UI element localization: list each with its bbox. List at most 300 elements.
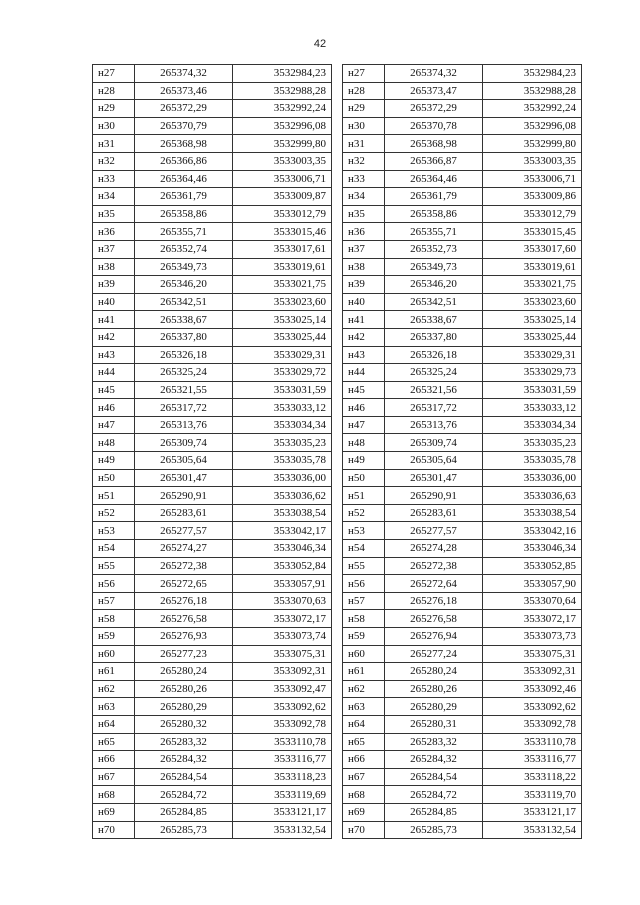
x-coordinate-cell: 265284,32: [385, 751, 483, 769]
x-coordinate-cell: 265280,26: [135, 680, 233, 698]
y-coordinate-cell: 3533116,77: [233, 751, 332, 769]
y-coordinate-cell: 3533031,59: [233, 381, 332, 399]
table-row: [343, 733, 582, 751]
table-row: [93, 258, 332, 276]
y-coordinate-cell: 3533017,61: [233, 240, 332, 258]
x-coordinate-cell: 265321,56: [385, 381, 483, 399]
point-id-cell: н44: [343, 364, 385, 382]
point-id-cell: н62: [343, 680, 385, 698]
point-id-cell: н29: [93, 100, 135, 118]
x-coordinate-cell: 265374,32: [135, 65, 233, 83]
y-coordinate-cell: 3533009,86: [483, 188, 582, 206]
point-id-cell: н54: [93, 540, 135, 558]
table-row: [343, 188, 582, 206]
table-row: [93, 469, 332, 487]
y-coordinate-cell: 3533070,64: [483, 592, 582, 610]
x-coordinate-cell: 265358,86: [135, 205, 233, 223]
x-coordinate-cell: 265352,73: [385, 240, 483, 258]
y-coordinate-cell: 3533003,35: [483, 152, 582, 170]
x-coordinate-cell: 265358,86: [385, 205, 483, 223]
x-coordinate-cell: 265368,98: [135, 135, 233, 153]
y-coordinate-cell: 3533121,17: [233, 803, 332, 821]
y-coordinate-cell: 3533029,31: [483, 346, 582, 364]
y-coordinate-cell: 3533119,69: [233, 786, 332, 804]
y-coordinate-cell: 3533092,47: [233, 680, 332, 698]
x-coordinate-cell: 265276,18: [385, 592, 483, 610]
x-coordinate-cell: 265290,91: [385, 487, 483, 505]
table-row: [343, 170, 582, 188]
y-coordinate-cell: 3533015,46: [233, 223, 332, 241]
table-row: [343, 504, 582, 522]
y-coordinate-cell: 3532984,23: [233, 65, 332, 83]
x-coordinate-cell: 265276,18: [135, 592, 233, 610]
table-row: [343, 575, 582, 593]
y-coordinate-cell: 3533019,61: [483, 258, 582, 276]
x-coordinate-cell: 265276,93: [135, 628, 233, 646]
x-coordinate-cell: 265370,78: [385, 117, 483, 135]
x-coordinate-cell: 265280,31: [385, 715, 483, 733]
point-id-cell: н40: [93, 293, 135, 311]
point-id-cell: н58: [343, 610, 385, 628]
table-row: [343, 328, 582, 346]
y-coordinate-cell: 3533025,44: [233, 328, 332, 346]
point-id-cell: н46: [343, 399, 385, 417]
y-coordinate-cell: 3533034,34: [483, 416, 582, 434]
point-id-cell: н57: [343, 592, 385, 610]
point-id-cell: н42: [93, 328, 135, 346]
y-coordinate-cell: 3533025,14: [233, 311, 332, 329]
y-coordinate-cell: 3533029,72: [233, 364, 332, 382]
point-id-cell: н68: [343, 786, 385, 804]
table-row: [93, 381, 332, 399]
x-coordinate-cell: 265366,87: [385, 152, 483, 170]
y-coordinate-cell: 3533092,62: [233, 698, 332, 716]
point-id-cell: н59: [343, 628, 385, 646]
table-row: [343, 610, 582, 628]
point-id-cell: н45: [343, 381, 385, 399]
y-coordinate-cell: 3533092,31: [483, 663, 582, 681]
point-id-cell: н38: [343, 258, 385, 276]
x-coordinate-cell: 265309,74: [135, 434, 233, 452]
point-id-cell: н69: [93, 803, 135, 821]
point-id-cell: н45: [93, 381, 135, 399]
point-id-cell: н37: [343, 240, 385, 258]
table-row: [93, 416, 332, 434]
x-coordinate-cell: 265276,58: [135, 610, 233, 628]
point-id-cell: н39: [343, 276, 385, 294]
table-row: [93, 610, 332, 628]
table-row: [343, 452, 582, 470]
point-id-cell: н41: [343, 311, 385, 329]
y-coordinate-cell: 3533046,34: [483, 540, 582, 558]
y-coordinate-cell: 3533012,79: [483, 205, 582, 223]
point-id-cell: н48: [343, 434, 385, 452]
table-row: [93, 663, 332, 681]
table-row: [93, 540, 332, 558]
y-coordinate-cell: 3533092,62: [483, 698, 582, 716]
point-id-cell: н70: [343, 821, 385, 839]
x-coordinate-cell: 265355,71: [385, 223, 483, 241]
table-row: [93, 557, 332, 575]
table-row: [343, 399, 582, 417]
x-coordinate-cell: 265280,29: [385, 698, 483, 716]
y-coordinate-cell: 3533110,78: [483, 733, 582, 751]
x-coordinate-cell: 265326,18: [135, 346, 233, 364]
point-id-cell: н50: [93, 469, 135, 487]
x-coordinate-cell: 265285,73: [385, 821, 483, 839]
table-row: [343, 381, 582, 399]
point-id-cell: н56: [343, 575, 385, 593]
x-coordinate-cell: 265346,20: [135, 276, 233, 294]
point-id-cell: н35: [93, 205, 135, 223]
x-coordinate-cell: 265276,58: [385, 610, 483, 628]
table-row: [93, 223, 332, 241]
x-coordinate-cell: 265321,55: [135, 381, 233, 399]
point-id-cell: н32: [343, 152, 385, 170]
point-id-cell: н58: [93, 610, 135, 628]
point-id-cell: н54: [343, 540, 385, 558]
table-row: [343, 416, 582, 434]
x-coordinate-cell: 265372,29: [385, 100, 483, 118]
x-coordinate-cell: 265342,51: [135, 293, 233, 311]
y-coordinate-cell: 3533036,00: [483, 469, 582, 487]
y-coordinate-cell: 3533019,61: [233, 258, 332, 276]
x-coordinate-cell: 265280,24: [385, 663, 483, 681]
point-id-cell: н32: [93, 152, 135, 170]
table-row: [93, 240, 332, 258]
y-coordinate-cell: 3533038,54: [483, 504, 582, 522]
y-coordinate-cell: 3533036,62: [233, 487, 332, 505]
y-coordinate-cell: 3532996,08: [483, 117, 582, 135]
y-coordinate-cell: 3533072,17: [483, 610, 582, 628]
table-row: [93, 751, 332, 769]
y-coordinate-cell: 3533025,14: [483, 311, 582, 329]
point-id-cell: н69: [343, 803, 385, 821]
x-coordinate-cell: 265274,28: [385, 540, 483, 558]
y-coordinate-cell: 3533046,34: [233, 540, 332, 558]
x-coordinate-cell: 265272,38: [135, 557, 233, 575]
y-coordinate-cell: 3533072,17: [233, 610, 332, 628]
x-coordinate-cell: 265373,46: [135, 82, 233, 100]
table-row: [93, 733, 332, 751]
y-coordinate-cell: 3533025,44: [483, 328, 582, 346]
point-id-cell: н37: [93, 240, 135, 258]
table-row: [343, 715, 582, 733]
y-coordinate-cell: 3533042,16: [483, 522, 582, 540]
table-row: [343, 557, 582, 575]
point-id-cell: н67: [93, 768, 135, 786]
y-coordinate-cell: 3533036,00: [233, 469, 332, 487]
y-coordinate-cell: 3533075,31: [233, 645, 332, 663]
table-row: [93, 364, 332, 382]
point-id-cell: н36: [343, 223, 385, 241]
x-coordinate-cell: 265337,80: [135, 328, 233, 346]
table-row: [93, 117, 332, 135]
table-row: [343, 293, 582, 311]
x-coordinate-cell: 265374,32: [385, 65, 483, 83]
point-id-cell: н50: [343, 469, 385, 487]
point-id-cell: н42: [343, 328, 385, 346]
table-row: [93, 592, 332, 610]
point-id-cell: н28: [343, 82, 385, 100]
y-coordinate-cell: 3532992,24: [233, 100, 332, 118]
table-row: [343, 628, 582, 646]
point-id-cell: н49: [343, 452, 385, 470]
x-coordinate-cell: 265301,47: [135, 469, 233, 487]
table-row: [93, 135, 332, 153]
table-row: [343, 152, 582, 170]
x-coordinate-cell: 265284,72: [385, 786, 483, 804]
table-row: [343, 522, 582, 540]
x-coordinate-cell: 265352,74: [135, 240, 233, 258]
table-row: [93, 65, 332, 83]
page-number: 42: [313, 38, 327, 50]
table-row: [93, 821, 332, 839]
x-coordinate-cell: 265338,67: [385, 311, 483, 329]
point-id-cell: н47: [93, 416, 135, 434]
coordinate-table-right: [342, 64, 582, 839]
table-row: [343, 434, 582, 452]
x-coordinate-cell: 265272,38: [385, 557, 483, 575]
x-coordinate-cell: 265285,73: [135, 821, 233, 839]
y-coordinate-cell: 3533021,75: [483, 276, 582, 294]
y-coordinate-cell: 3533033,12: [483, 399, 582, 417]
x-coordinate-cell: 265313,76: [135, 416, 233, 434]
y-coordinate-cell: 3532992,24: [483, 100, 582, 118]
table-row: [343, 223, 582, 241]
table-row: [343, 663, 582, 681]
table-row: [343, 82, 582, 100]
x-coordinate-cell: 265290,91: [135, 487, 233, 505]
y-coordinate-cell: 3532988,28: [483, 82, 582, 100]
point-id-cell: н65: [93, 733, 135, 751]
x-coordinate-cell: 265284,72: [135, 786, 233, 804]
table-row: [343, 698, 582, 716]
y-coordinate-cell: 3533029,73: [483, 364, 582, 382]
y-coordinate-cell: 3533006,71: [483, 170, 582, 188]
y-coordinate-cell: 3533132,54: [483, 821, 582, 839]
x-coordinate-cell: 265272,65: [135, 575, 233, 593]
y-coordinate-cell: 3532999,80: [233, 135, 332, 153]
point-id-cell: н55: [343, 557, 385, 575]
y-coordinate-cell: 3532999,80: [483, 135, 582, 153]
point-id-cell: н52: [343, 504, 385, 522]
point-id-cell: н61: [93, 663, 135, 681]
y-coordinate-cell: 3532988,28: [233, 82, 332, 100]
y-coordinate-cell: 3533073,74: [233, 628, 332, 646]
x-coordinate-cell: 265326,18: [385, 346, 483, 364]
point-id-cell: н29: [343, 100, 385, 118]
point-id-cell: н63: [93, 698, 135, 716]
y-coordinate-cell: 3533110,78: [233, 733, 332, 751]
point-id-cell: н38: [93, 258, 135, 276]
point-id-cell: н31: [93, 135, 135, 153]
y-coordinate-cell: 3533003,35: [233, 152, 332, 170]
y-coordinate-cell: 3533038,54: [233, 504, 332, 522]
y-coordinate-cell: 3533042,17: [233, 522, 332, 540]
table-row: [93, 487, 332, 505]
table-row: [93, 803, 332, 821]
y-coordinate-cell: 3533092,46: [483, 680, 582, 698]
y-coordinate-cell: 3533035,23: [233, 434, 332, 452]
x-coordinate-cell: 265349,73: [385, 258, 483, 276]
point-id-cell: н43: [93, 346, 135, 364]
x-coordinate-cell: 265277,23: [135, 645, 233, 663]
table-row: [93, 188, 332, 206]
x-coordinate-cell: 265370,79: [135, 117, 233, 135]
y-coordinate-cell: 3533036,63: [483, 487, 582, 505]
point-id-cell: н36: [93, 223, 135, 241]
y-coordinate-cell: 3533132,54: [233, 821, 332, 839]
x-coordinate-cell: 265301,47: [385, 469, 483, 487]
x-coordinate-cell: 265284,54: [135, 768, 233, 786]
x-coordinate-cell: 265283,61: [385, 504, 483, 522]
x-coordinate-cell: 265368,98: [385, 135, 483, 153]
point-id-cell: н27: [343, 65, 385, 83]
point-id-cell: н27: [93, 65, 135, 83]
x-coordinate-cell: 265284,32: [135, 751, 233, 769]
y-coordinate-cell: 3533116,77: [483, 751, 582, 769]
point-id-cell: н66: [93, 751, 135, 769]
y-coordinate-cell: 3533006,71: [233, 170, 332, 188]
coordinate-table-left: [92, 64, 332, 839]
point-id-cell: н68: [93, 786, 135, 804]
point-id-cell: н60: [93, 645, 135, 663]
point-id-cell: н48: [93, 434, 135, 452]
table-row: [343, 311, 582, 329]
x-coordinate-cell: 265364,46: [135, 170, 233, 188]
y-coordinate-cell: 3533057,91: [233, 575, 332, 593]
table-row: [93, 82, 332, 100]
point-id-cell: н34: [343, 188, 385, 206]
y-coordinate-cell: 3533033,12: [233, 399, 332, 417]
point-id-cell: н39: [93, 276, 135, 294]
x-coordinate-cell: 265280,29: [135, 698, 233, 716]
x-coordinate-cell: 265284,85: [135, 803, 233, 821]
y-coordinate-cell: 3533052,85: [483, 557, 582, 575]
point-id-cell: н70: [93, 821, 135, 839]
point-id-cell: н43: [343, 346, 385, 364]
x-coordinate-cell: 265313,76: [385, 416, 483, 434]
x-coordinate-cell: 265277,24: [385, 645, 483, 663]
table-row: [93, 205, 332, 223]
table-row: [93, 311, 332, 329]
point-id-cell: н56: [93, 575, 135, 593]
table-row: [343, 258, 582, 276]
point-id-cell: н63: [343, 698, 385, 716]
point-id-cell: н57: [93, 592, 135, 610]
table-row: [343, 768, 582, 786]
y-coordinate-cell: 3533118,22: [483, 768, 582, 786]
point-id-cell: н60: [343, 645, 385, 663]
table-row: [343, 469, 582, 487]
x-coordinate-cell: 265274,27: [135, 540, 233, 558]
y-coordinate-cell: 3533118,23: [233, 768, 332, 786]
x-coordinate-cell: 265317,72: [135, 399, 233, 417]
point-id-cell: н40: [343, 293, 385, 311]
x-coordinate-cell: 265305,64: [135, 452, 233, 470]
point-id-cell: н67: [343, 768, 385, 786]
table-row: [93, 452, 332, 470]
y-coordinate-cell: 3533092,78: [483, 715, 582, 733]
table-row: [93, 346, 332, 364]
table-row: [93, 434, 332, 452]
y-coordinate-cell: 3533052,84: [233, 557, 332, 575]
table-row: [93, 786, 332, 804]
x-coordinate-cell: 265361,79: [135, 188, 233, 206]
x-coordinate-cell: 265280,26: [385, 680, 483, 698]
x-coordinate-cell: 265283,32: [135, 733, 233, 751]
point-id-cell: н52: [93, 504, 135, 522]
y-coordinate-cell: 3533031,59: [483, 381, 582, 399]
x-coordinate-cell: 265346,20: [385, 276, 483, 294]
y-coordinate-cell: 3533119,70: [483, 786, 582, 804]
table-row: [343, 276, 582, 294]
point-id-cell: н61: [343, 663, 385, 681]
x-coordinate-cell: 265372,29: [135, 100, 233, 118]
point-id-cell: н53: [343, 522, 385, 540]
x-coordinate-cell: 265373,47: [385, 82, 483, 100]
y-coordinate-cell: 3532984,23: [483, 65, 582, 83]
x-coordinate-cell: 265309,74: [385, 434, 483, 452]
table-row: [343, 117, 582, 135]
table-row: [93, 522, 332, 540]
x-coordinate-cell: 265305,64: [385, 452, 483, 470]
x-coordinate-cell: 265280,24: [135, 663, 233, 681]
table-row: [343, 645, 582, 663]
table-row: [343, 346, 582, 364]
y-coordinate-cell: 3533035,78: [483, 452, 582, 470]
table-row: [343, 135, 582, 153]
table-row: [93, 628, 332, 646]
x-coordinate-cell: 265283,61: [135, 504, 233, 522]
point-id-cell: н34: [93, 188, 135, 206]
table-row: [93, 100, 332, 118]
y-coordinate-cell: 3533009,87: [233, 188, 332, 206]
point-id-cell: н51: [343, 487, 385, 505]
x-coordinate-cell: 265325,24: [135, 364, 233, 382]
table-row: [343, 680, 582, 698]
table-row: [93, 645, 332, 663]
y-coordinate-cell: 3533017,60: [483, 240, 582, 258]
x-coordinate-cell: 265364,46: [385, 170, 483, 188]
table-row: [343, 100, 582, 118]
table-row: [93, 276, 332, 294]
coordinate-table-right-body: [343, 65, 582, 839]
table-row: [343, 65, 582, 83]
table-row: [343, 751, 582, 769]
y-coordinate-cell: 3533035,23: [483, 434, 582, 452]
x-coordinate-cell: 265277,57: [385, 522, 483, 540]
y-coordinate-cell: 3533023,60: [483, 293, 582, 311]
table-row: [93, 504, 332, 522]
point-id-cell: н55: [93, 557, 135, 575]
table-row: [343, 487, 582, 505]
table-row: [93, 680, 332, 698]
table-row: [343, 803, 582, 821]
point-id-cell: н51: [93, 487, 135, 505]
table-row: [93, 768, 332, 786]
y-coordinate-cell: 3533121,17: [483, 803, 582, 821]
x-coordinate-cell: 265284,54: [385, 768, 483, 786]
x-coordinate-cell: 265277,57: [135, 522, 233, 540]
point-id-cell: н33: [343, 170, 385, 188]
point-id-cell: н64: [343, 715, 385, 733]
point-id-cell: н30: [93, 117, 135, 135]
table-row: [93, 152, 332, 170]
y-coordinate-cell: 3533092,78: [233, 715, 332, 733]
x-coordinate-cell: 265355,71: [135, 223, 233, 241]
